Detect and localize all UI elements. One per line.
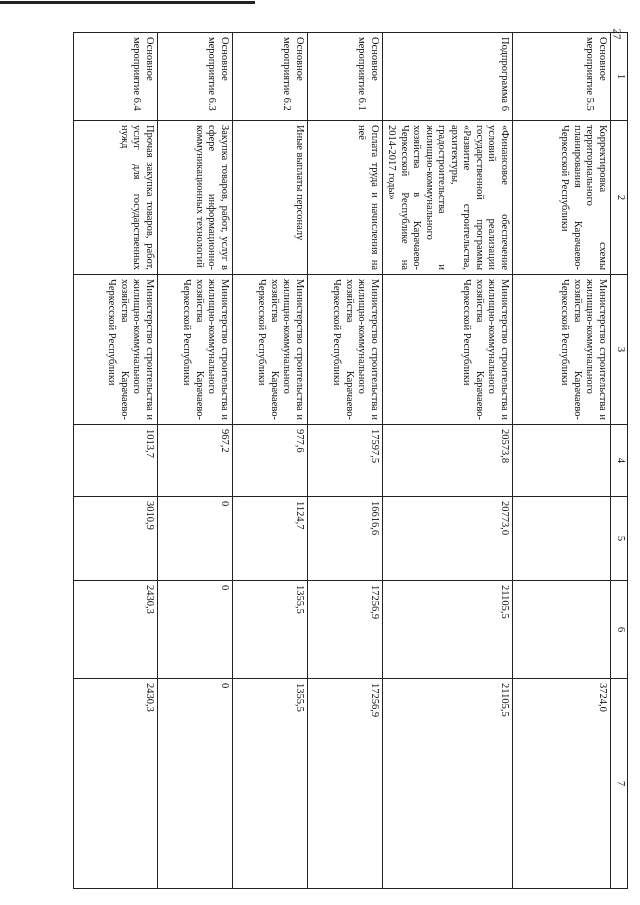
value-col7: 0 <box>158 679 233 889</box>
measure-name: Основное мероприятие 6.2 <box>233 33 308 121</box>
measure-name: Основное мероприятие 6.3 <box>158 33 233 121</box>
value-col5 <box>513 497 611 581</box>
executor: Министерство строительства и жилищно-коммунального хозяйства Карачаево-Черкесской Республики <box>308 275 383 425</box>
value-col7: 3724,0 <box>513 679 611 889</box>
value-col7: 17256,9 <box>308 679 383 889</box>
value-col4: 967,2 <box>158 425 233 497</box>
measure-description: «Финансовое обеспечение условий реализации государственной программы «Развитие строительства, архитектуры, градостроительства и жилищно-коммунального хозяйства в Карачаево-Черкесской Республике на 2014-2017 годы» <box>383 121 513 275</box>
value-col4: 17597,5 <box>308 425 383 497</box>
value-col4: 20573,8 <box>383 425 513 497</box>
measure-description: Корректировка схемы территориального планирования Карачаево-Черкесской Республики <box>513 121 611 275</box>
value-col6: 17256,9 <box>308 581 383 679</box>
table-row <box>158 33 233 889</box>
value-col6 <box>513 581 611 679</box>
header-cell: 4 <box>611 425 628 497</box>
executor: Министерство строительства и жилищно-коммунального хозяйства Карачаево-Черкесской Республики <box>383 275 513 425</box>
value-col7: 1355,5 <box>233 679 308 889</box>
measure-description: Иные выплаты персоналу <box>233 121 308 275</box>
value-col5: 1124,7 <box>233 497 308 581</box>
table-row <box>233 33 308 889</box>
budget-table <box>73 32 628 889</box>
value-col4: 1013,7 <box>74 425 158 497</box>
measure-name: Основное мероприятие 6.1 <box>308 33 383 121</box>
measure-description: Прочая закупка товаров, работ, услуг для государственных нужд <box>74 121 158 275</box>
table-row <box>513 33 611 889</box>
header-cell: 5 <box>611 497 628 581</box>
header-cell: 1 <box>611 33 628 121</box>
scan-edge-line <box>0 1 255 4</box>
rotated-page <box>80 32 628 888</box>
table-row <box>308 33 383 889</box>
measure-name: Подпрограмма 6 <box>383 33 513 121</box>
value-col5: 16616,6 <box>308 497 383 581</box>
value-col6: 0 <box>158 581 233 679</box>
value-col5: 20773,0 <box>383 497 513 581</box>
value-col6: 2430,3 <box>74 581 158 679</box>
header-cell: 6 <box>611 581 628 679</box>
table-row <box>74 33 158 889</box>
value-col5: 0 <box>158 497 233 581</box>
executor: Министерство строительства и жилищно-коммунального хозяйства Карачаево-Черкесской Республики <box>74 275 158 425</box>
value-col6: 1355,5 <box>233 581 308 679</box>
page-number: 27 <box>610 28 623 40</box>
value-col5: 3010,9 <box>74 497 158 581</box>
header-cell: 2 <box>611 121 628 275</box>
measure-description: Закупка товаров, работ, услуг в сфере информационно-коммуникационных технологий <box>158 121 233 275</box>
header-row <box>611 33 628 889</box>
executor: Министерство строительства и жилищно-коммунального хозяйства Карачаево-Черкесской Республики <box>158 275 233 425</box>
value-col6: 21105,5 <box>383 581 513 679</box>
executor: Министерство строительства и жилищно-коммунального хозяйства Карачаево-Черкесской Республики <box>233 275 308 425</box>
header-cell: 3 <box>611 275 628 425</box>
value-col7: 2430,3 <box>74 679 158 889</box>
measure-name: Основное мероприятие 5.5 <box>513 33 611 121</box>
measure-description: Оплата труда и начисления на неё <box>308 121 383 275</box>
executor: Министерство строительства и жилищно-коммунального хозяйства Карачаево-Черкесской Республики <box>513 275 611 425</box>
measure-name: Основное мероприятие 6.4 <box>74 33 158 121</box>
table-row <box>383 33 513 889</box>
value-col4 <box>513 425 611 497</box>
value-col4: 977,6 <box>233 425 308 497</box>
header-cell: 7 <box>611 679 628 889</box>
value-col7: 21105,5 <box>383 679 513 889</box>
